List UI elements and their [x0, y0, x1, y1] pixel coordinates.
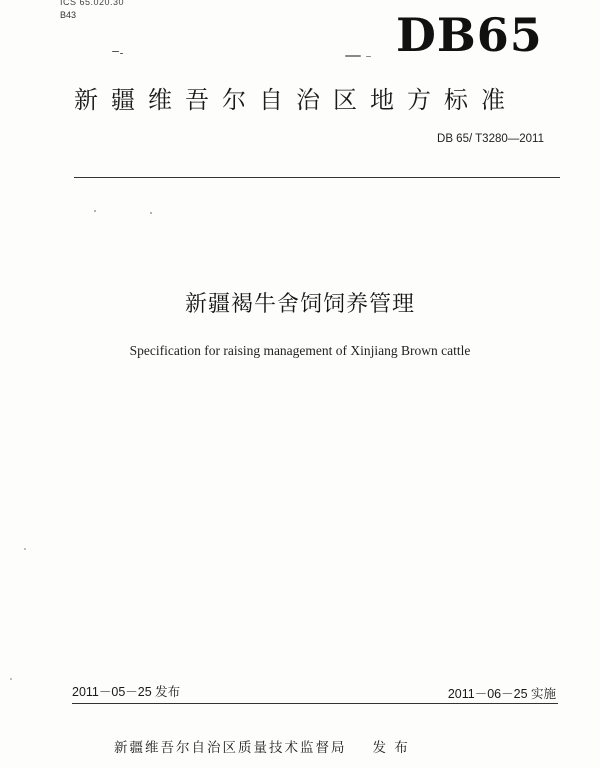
standard-number: DB 65/ T3280—2011 — [437, 133, 544, 145]
document-title-cn: 新疆褐牛舍饲饲养管理 — [184, 292, 415, 317]
ics-code: ICS 65.020.30 — [60, 0, 125, 7]
scan-speck — [150, 212, 152, 214]
scan-speck — [94, 210, 96, 212]
scan-speck — [10, 678, 12, 680]
scan-speck — [120, 53, 123, 54]
issuer-name: 新疆维吾尔自治区质量技术监督局 — [114, 740, 347, 756]
document-title-en: Specification for raising management of Xinjiang Brown cattle — [129, 343, 471, 358]
issuing-authority — [114, 736, 410, 756]
db65-logo: DB65 — [396, 8, 543, 62]
footer-divider — [72, 703, 558, 704]
standard-category-title: 新疆维吾尔自治区地方标准 — [74, 86, 518, 114]
classification-code: B43 — [60, 10, 77, 20]
header-divider — [74, 177, 560, 178]
scan-speck — [112, 51, 119, 52]
scan-speck — [366, 56, 371, 57]
scan-speck — [24, 548, 26, 550]
issued-label: 发 布 — [372, 740, 410, 756]
scan-speck — [345, 55, 361, 57]
issue-date: 2011－05－25 发布 — [72, 685, 181, 699]
implementation-date: 2011－06－25 实施 — [447, 687, 556, 701]
